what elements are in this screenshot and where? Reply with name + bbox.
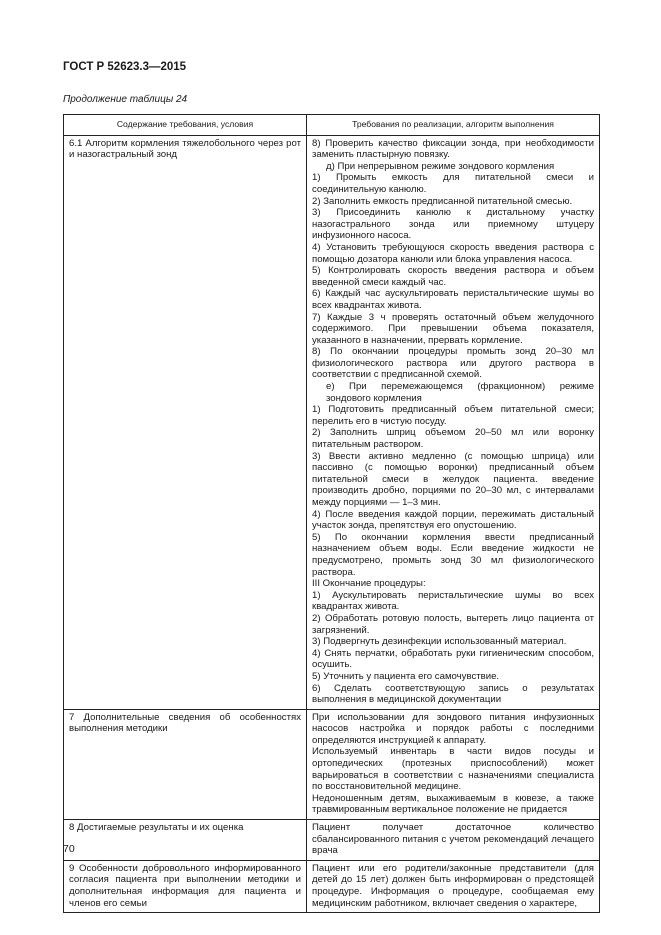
algorithm-step: 5) Контролировать скорость введения раствора и объем введенной смеси каждый час.	[312, 265, 594, 288]
algorithm-step: Пациент или его родители/законные представители (для детей до 15 лет) должен быть информирован о предстоящей процедуре. Информация о процедуре, сообщаемая ему медицинским работником, включает сведения о характере,	[312, 862, 594, 909]
algorithm-step: Используемый инвентарь в части видов посуды и ортопедических (протезных приспособлений) может варьироваться в соответствии с назначениями специалиста по восстановительной медицине.	[312, 746, 594, 793]
requirement-cell: 7 Дополнительные сведения об особенностях выполнения методики	[64, 709, 307, 819]
requirement-cell: 6.1 Алгоритм кормления тяжелобольного через рот и назогастральный зонд	[64, 135, 307, 709]
algorithm-step: 7) Каждые 3 ч проверять остаточный объем желудочного содержимого. При превышении объема показателя, указанного в назначении, прервать кормление.	[312, 311, 594, 346]
algorithm-step: 2) Заполнить емкость предписанной питательной смесью.	[312, 195, 573, 207]
algorithm-step: III Окончание процедуры:	[312, 578, 426, 590]
algorithm-step: 6) Каждый час аускультировать перистальтические шумы во всех квадрантах живота.	[312, 288, 594, 311]
table-row	[64, 860, 600, 912]
algorithm-cell	[307, 820, 600, 861]
table-continuation-label: Продолжение таблицы 24	[63, 94, 188, 105]
algorithm-step: 3) Присоединить канюлю к дистальному участку назогастрального зонда или приемному штуцеру инфузионного насоса.	[312, 207, 594, 242]
table-row	[64, 135, 600, 709]
algorithm-step: 3) Ввести активно медленно (с помощью шприца) или пассивно (с помощью воронки) предписанный объем питательной смеси в желудок пациента. введение производить дробно, порциями по 20–30 мл, с интервалами между порциями — 1–3 мин.	[312, 450, 594, 508]
algorithm-step: 8) Проверить качество фиксации зонда, при необходимости заменить пластырную повязку.	[312, 137, 594, 161]
table-body	[64, 135, 600, 913]
requirement-cell: 8 Достигаемые результаты и их оценка	[64, 820, 307, 861]
algorithm-step: 1) Аускультировать перистальтические шумы во всех квадрантах живота.	[312, 589, 594, 613]
page-number: 70	[63, 843, 75, 855]
algorithm-step: 5) Уточнить у пациента его самочувствие.	[312, 670, 500, 682]
algorithm-step: Пациент получает достаточное количество сбалансированного питания с учетом рекомендаций лечащего врача	[312, 822, 594, 857]
algorithm-cell	[307, 709, 600, 819]
table-header-row	[64, 115, 600, 136]
algorithm-step: е) При перемежающемся (фракционном) режиме зондового кормления	[326, 381, 594, 404]
algorithm-step: При использовании для зондового питания инфузионных насосов настройка и порядок работы с последними определяются инструкцией к аппарату.	[312, 711, 594, 746]
standard-header: ГОСТ Р 52623.3—2015	[63, 61, 187, 73]
algorithm-step: 5) По окончании кормления ввести предписанный назначением объем воды. Если введение жидкости не предусмотрено, промыть зонд 30 мл физиологического раствора.	[312, 531, 594, 578]
requirements-table	[63, 114, 600, 913]
algorithm-step: 4) После введения каждой порции, пережимать дистальный участок зонда, препятствуя его опустошению.	[312, 508, 594, 532]
algorithm-step: 8) По окончании процедуры промыть зонд 20–30 мл физиологического раствора или другого раствора в соответствии с предписанной схемой.	[312, 346, 594, 381]
algorithm-step: 2) Заполнить шприц объемом 20–50 мл или воронку питательным раствором.	[312, 427, 594, 451]
algorithm-cell	[307, 860, 600, 912]
algorithm-cell	[307, 135, 600, 709]
table-row	[64, 709, 600, 819]
algorithm-step: 6) Сделать соответствующую запись о результатах выполнения в медицинской документации	[312, 682, 594, 706]
algorithm-step: 3) Подвергнуть дезинфекции использованный материал.	[312, 636, 567, 648]
algorithm-step: 1) Промыть емкость для питательной смеси и соединительную канюлю.	[312, 172, 594, 195]
algorithm-step: 4) Снять перчатки, обработать руки гигиеническим способом, осушить.	[312, 647, 594, 671]
column-header-requirement: Содержание требования, условия	[64, 115, 307, 136]
algorithm-step: 2) Обработать ротовую полость, вытереть лицо пациента от загрязнений.	[312, 612, 594, 636]
algorithm-step: Недоношенным детям, выхаживаемым в кювезе, а также травмированным вертикальное положение не придается	[312, 792, 594, 816]
algorithm-step: д) При непрерывном режиме зондового кормления	[326, 160, 555, 172]
table-row	[64, 820, 600, 861]
requirement-cell: 9 Особенности добровольного информированного согласия пациента при выполнении методики и дополнительная информация для пациента и членов его семьи	[64, 860, 307, 912]
algorithm-step: 1) Подготовить предписанный объем питательной смеси; перелить его в чистую посуду.	[312, 404, 594, 427]
algorithm-step: 4) Установить требующуюся скорость введения раствора с помощью дозатора канюли или блока управления насоса.	[312, 241, 594, 265]
column-header-algorithm: Требования по реализации, алгоритм выполнения	[307, 115, 600, 136]
